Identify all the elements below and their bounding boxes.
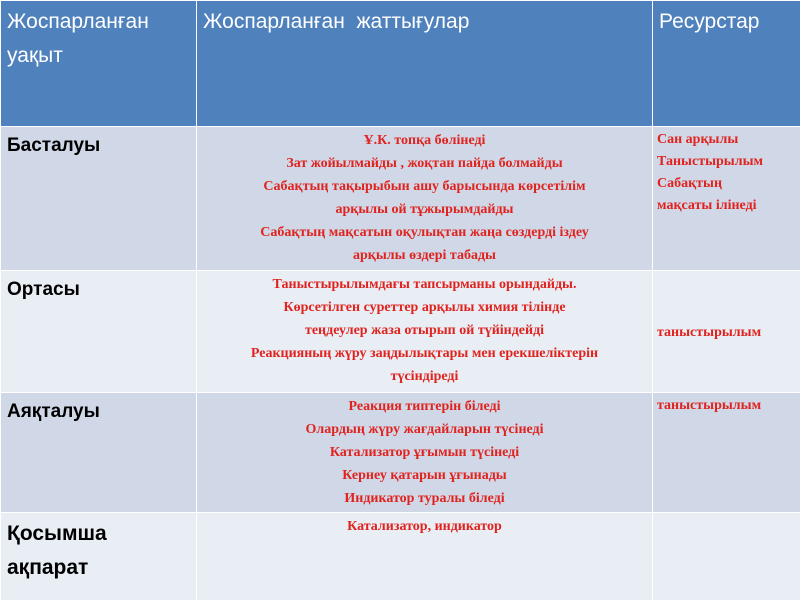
activities-cell xyxy=(197,513,653,601)
resource-line: таныстырылым xyxy=(657,322,796,344)
activity-line: арқылы өздері табады xyxy=(197,244,652,267)
activity-line: Көрсетілген суреттер арқылы химия тілінде xyxy=(197,296,652,319)
table-row xyxy=(1,271,800,393)
activity-line: Кернеу қатарын ұғынады xyxy=(197,464,652,487)
header-activities: Жоспарланған жаттығулар xyxy=(197,1,653,127)
resource-line: мақсаты ілінеді xyxy=(657,195,796,217)
table-row xyxy=(1,513,800,601)
stage-label: Басталуы xyxy=(1,127,197,271)
resource-line: Сан арқылы xyxy=(657,129,796,151)
header-time: Жоспарланған уақыт xyxy=(1,1,197,127)
stage-label xyxy=(1,513,197,601)
activity-line: Индикатор туралы біледі xyxy=(197,487,652,510)
stage-label-text: Қосымша ақпарат xyxy=(7,517,190,585)
activity-line: Зат жойылмайды , жоқтан пайда болмайды xyxy=(197,152,652,175)
resources-cell xyxy=(653,393,800,513)
activities-cell xyxy=(197,393,653,513)
resources-cell xyxy=(653,271,800,393)
activity-line: Таныстырылымдағы тапсырманы орындайды. xyxy=(197,273,652,296)
resource-line: таныстырылым xyxy=(657,395,796,417)
activity-line: Сабақтың тақырыбын ашу барысында көрсетілім xyxy=(197,175,652,198)
header-resources: Ресурстар xyxy=(653,1,800,127)
activity-line: Ұ.К. топқа бөлінеді xyxy=(197,129,652,152)
table-row xyxy=(1,393,800,513)
resources-cell xyxy=(653,513,800,601)
activities-cell xyxy=(197,127,653,271)
header-row xyxy=(1,1,800,127)
resource-line: Сабақтың xyxy=(657,173,796,195)
activity-line: Сабақтың мақсатын оқулықтан жаңа сөздерді іздеу xyxy=(197,221,652,244)
activity-line: арқылы ой тұжырымдайды xyxy=(197,198,652,221)
stage-label: Аяқталуы xyxy=(1,393,197,513)
activity-line: теңдеулер жаза отырып ой түйіндейді xyxy=(197,319,652,342)
resource-line: Таныстырылым xyxy=(657,151,796,173)
resources-cell xyxy=(653,127,800,271)
activity-line: Реакцияның жүру заңдылықтары мен ерекшеліктерін xyxy=(197,342,652,365)
activities-cell xyxy=(197,271,653,393)
activity-line: Катализатор, индикатор xyxy=(197,515,652,538)
activity-line: Катализатор ұғымын түсінеді xyxy=(197,441,652,464)
table-row xyxy=(1,127,800,271)
activity-line: түсіндіреді xyxy=(197,365,652,388)
activity-line: Реакция типтерін біледі xyxy=(197,395,652,418)
activity-line: Олардың жүру жағдайларын түсінеді xyxy=(197,418,652,441)
stage-label: Ортасы xyxy=(1,271,197,393)
